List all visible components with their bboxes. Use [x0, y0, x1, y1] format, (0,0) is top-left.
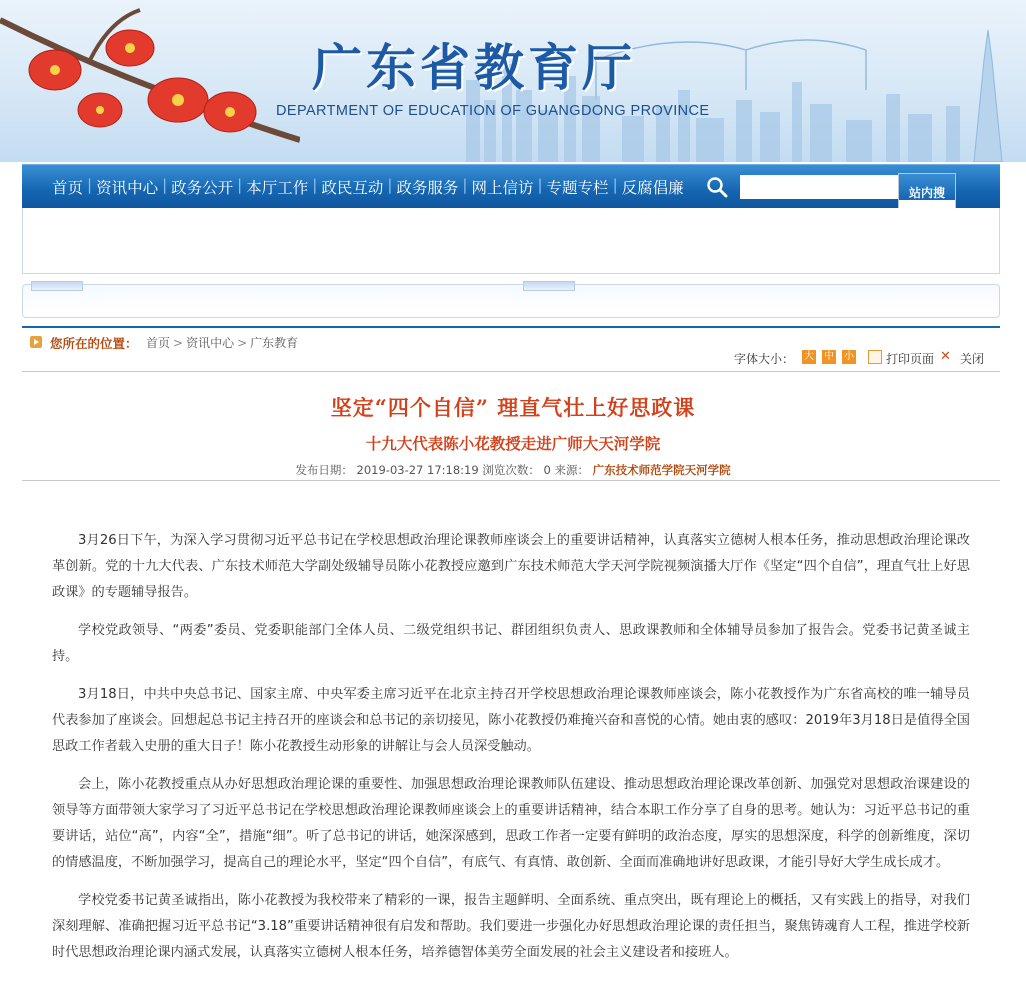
news-ticker-bar: [22, 284, 1000, 318]
article-source: 广东技术师范学院天河学院: [592, 463, 731, 477]
nav-divider: |: [87, 176, 93, 194]
nav-item-interaction[interactable]: 政民互动: [321, 179, 384, 197]
source-label: 来源：: [554, 463, 589, 477]
site-subtitle: DEPARTMENT OF EDUCATION OF GUANGDONG PROVINCE: [276, 103, 710, 119]
location-arrow-icon: [30, 336, 42, 348]
nav-divider: |: [237, 176, 243, 194]
publish-date: 2019-03-27 17:18:19: [356, 463, 479, 477]
site-search-button-face: [899, 174, 955, 200]
nav-menu: [48, 176, 688, 198]
article-meta: [0, 462, 1026, 478]
nav-item-special-topics[interactable]: 专题专栏: [546, 179, 609, 197]
article-subtitle: 十九大代表陈小花教授走进广师大天河学院: [365, 434, 661, 453]
breadcrumb-item-guangdong-education[interactable]: 广东教育: [250, 336, 299, 350]
nav-item-anti-corruption[interactable]: 反腐倡廉: [621, 179, 684, 197]
kapok-flower-illustration: [0, 0, 300, 162]
view-count: 0: [543, 463, 551, 477]
view-count-label: 浏览次数：: [482, 463, 540, 477]
nav-divider: |: [312, 176, 318, 194]
article-paragraph: 学校党政领导、“两委”委员、党委职能部门全体人员、二级党组织书记、群团组织负责人、思政课教师和全体辅导员参加了报告会。党委书记黄圣诚主持。: [52, 623, 970, 664]
site-search-button-label: 站内搜: [909, 186, 946, 200]
nav-divider: |: [387, 176, 393, 194]
meta-divider: [22, 480, 1000, 481]
ticker-tab-right[interactable]: [523, 281, 575, 291]
article-paragraph: 3月18日，中共中央总书记、国家主席、中央军委主席习近平在北京主持召开学校思想政治理论课教师座谈会，陈小花教授作为广东省高校的唯一辅导员代表参加了座谈会。回想起总书记主持召开的座谈会和总书记的亲切接见，陈小花教授仍难掩兴奋和喜悦的心情。她由衷的感叹：2019年3月18日是值得全国思政工作者载入史册的重大日子！陈小花教授生动形象的讲解让与会人员深受触动。: [52, 687, 970, 754]
nav-item-department-work[interactable]: 本厅工作: [246, 179, 309, 197]
font-size-medium-button[interactable]: 中: [824, 351, 834, 362]
article-paragraph: 会上，陈小花教授重点从办好思想政治理论课的重要性、加强思想政治理论课教师队伍建设、推动思想政治理论课改革创新、加强党对思想政治课建设的领导等方面带领大家学习了习近平总书记在学校思想政治理论课教师座谈会上的重要讲话精神，结合本职工作分享了自身的思考。她认为：习近平总书记的重要讲话，站位“高”，内容“全”，措施“细”。听了总书记的讲话，她深深感到，思政工作者一定要有鲜明的政治态度，厚实的思想深度，科学的创新维度，深切的情感温度，不断加强学习，提高自己的理论水平，坚定“四个自信”，有底气、有真情、敢创新、全面而准确地讲好思政课，才能引导好大学生成长成才。: [52, 777, 970, 870]
article-title: 坚定“四个自信” 理直气壮上好思政课: [330, 395, 696, 420]
navigation-submenu-panel: [22, 208, 1000, 274]
site-banner: [0, 0, 1026, 162]
close-page-link[interactable]: 关闭: [960, 352, 985, 366]
site-title: 广东省教育厅: [312, 39, 636, 97]
nav-divider: |: [462, 176, 468, 194]
nav-divider: |: [162, 176, 168, 194]
nav-divider: |: [537, 176, 543, 194]
print-icon[interactable]: [868, 350, 882, 364]
nav-divider: |: [612, 176, 618, 194]
breadcrumb-label: 您所在的位置：: [50, 336, 138, 351]
font-size-label: 字体大小：: [734, 352, 795, 366]
article-tools: [22, 348, 1000, 372]
breadcrumb-item-home[interactable]: 首页: [146, 336, 171, 350]
close-icon[interactable]: ✕: [940, 349, 951, 364]
publish-date-label: 发布日期：: [295, 463, 353, 477]
nav-item-home[interactable]: 首页: [52, 179, 84, 197]
search-input[interactable]: [740, 175, 918, 199]
article-body: [52, 528, 970, 978]
breadcrumb-arrow: >: [237, 336, 248, 350]
font-size-small-button[interactable]: 小: [844, 351, 854, 362]
nav-item-services[interactable]: 政务服务: [396, 179, 459, 197]
main-navigation: [22, 164, 1000, 208]
article-paragraph: 学校党委书记黄圣诚指出，陈小花教授为我校带来了精彩的一课，报告主题鲜明、全面系统、重点突出，既有理论上的概括，又有实践上的指导，对我们深刻理解、准确把握习近平总书记“3.18”重要讲话精神很有启发和帮助。我们要进一步强化办好思想政治理论课的责任担当，聚焦铸魂育人工程，推进学校新时代思想政治理论课内涵式发展，认真落实立德树人根本任务，培养德智体美劳全面发展的社会主义建设者和接班人。: [52, 893, 970, 960]
font-size-large-button[interactable]: 大: [804, 351, 814, 362]
breadcrumb-item-news[interactable]: 资讯中心: [186, 336, 235, 350]
ticker-tab-left[interactable]: [31, 281, 83, 291]
search-icon: [706, 176, 728, 198]
nav-item-government-affairs[interactable]: 政务公开: [171, 179, 234, 197]
breadcrumb-arrow: >: [173, 336, 184, 350]
nav-item-petition[interactable]: 网上信访: [471, 179, 534, 197]
nav-item-news[interactable]: 资讯中心: [96, 179, 159, 197]
article-paragraph: 3月26日下午，为深入学习贯彻习近平总书记在学校思想政治理论课教师座谈会上的重要讲话精神，认真落实立德树人根本任务，推动思想政治理论课改革创新。党的十九大代表、广东技术师范大学副处级辅导员陈小花教授应邀到广东技术师范大学天河学院视频演播大厅作《坚定“四个自信”，理直气壮上好思政课》的专题辅导报告。: [52, 533, 970, 600]
breadcrumb: [22, 326, 1000, 351]
print-page-link[interactable]: 打印页面: [886, 352, 935, 366]
